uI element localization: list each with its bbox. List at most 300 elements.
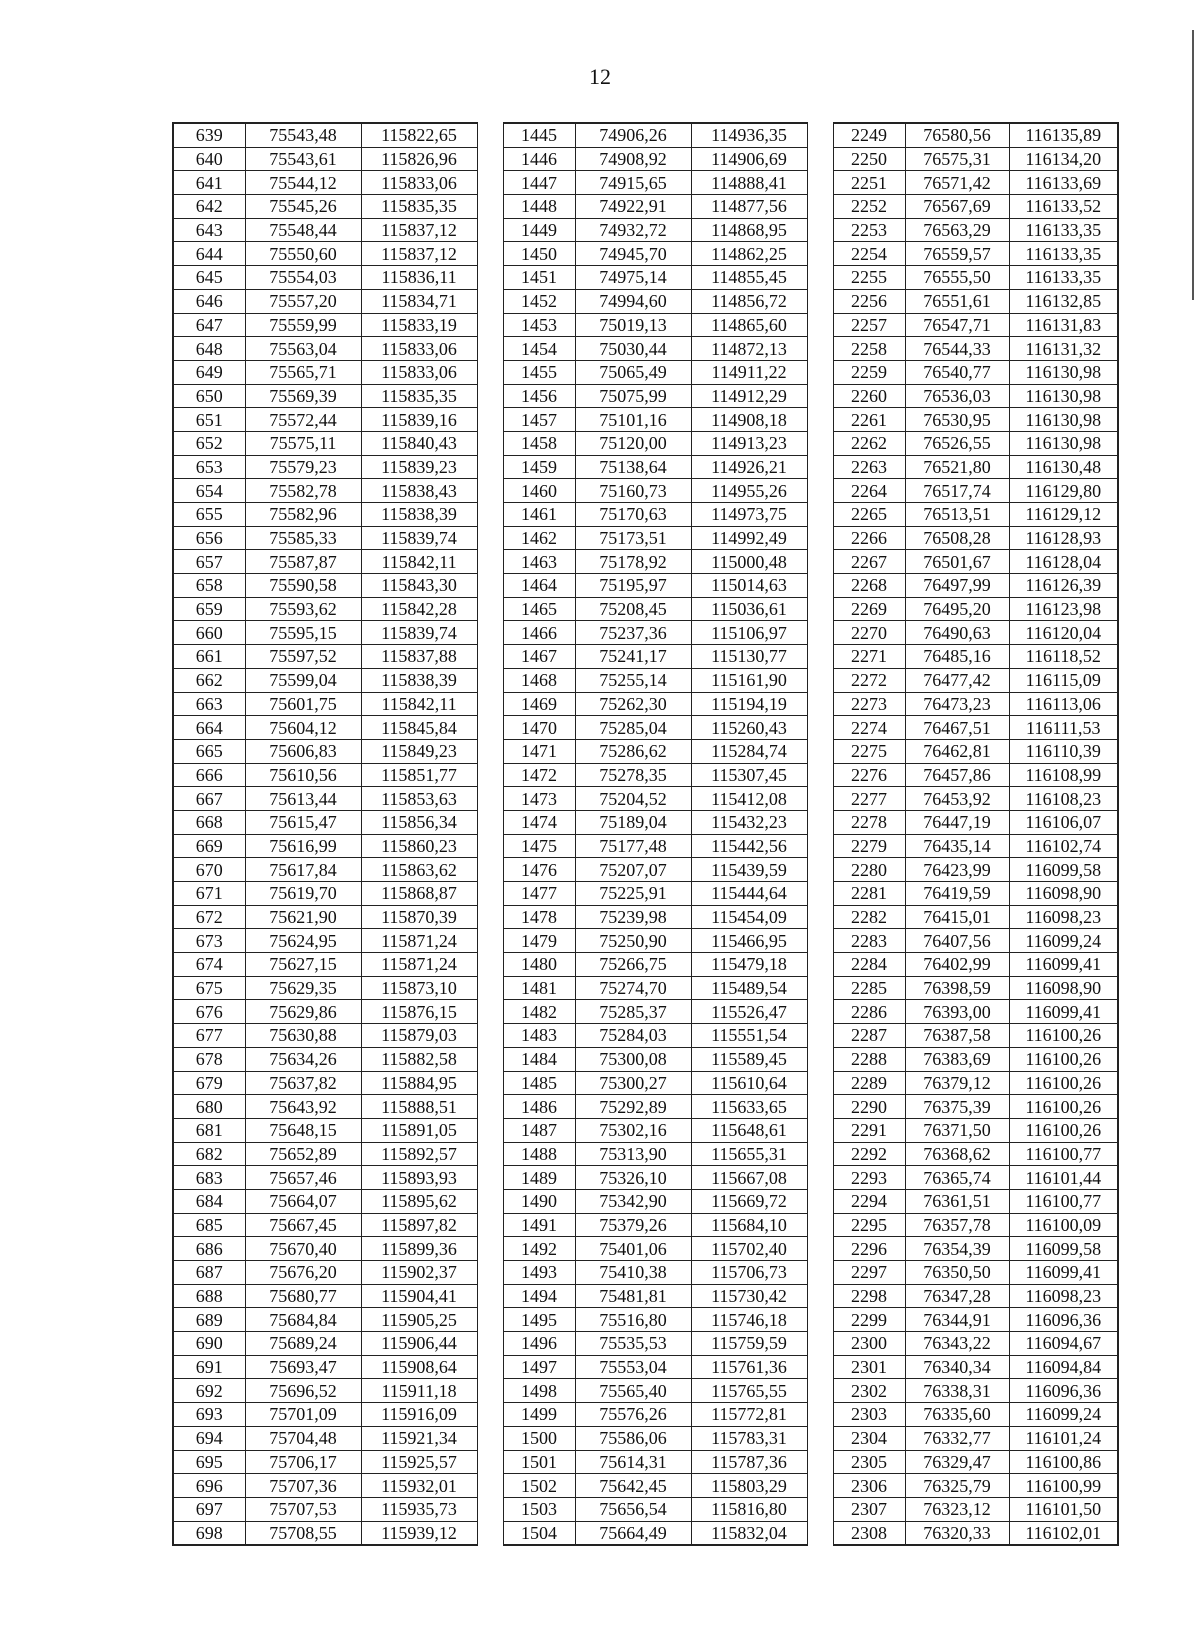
column-gap [807,337,833,361]
column-gap [477,171,503,195]
point-number-cell: 695 [173,1450,245,1474]
y-coordinate-cell: 115842,28 [361,597,477,621]
table-row [173,739,1118,763]
x-coordinate-cell: 76526,55 [905,431,1009,455]
x-coordinate-cell: 76521,80 [905,455,1009,479]
y-coordinate-cell: 114872,13 [691,337,807,361]
point-number-cell: 649 [173,360,245,384]
column-gap [807,479,833,503]
y-coordinate-cell: 116094,67 [1009,1332,1118,1356]
column-gap [477,858,503,882]
point-number-cell: 2282 [833,905,905,929]
y-coordinate-cell: 115891,05 [361,1118,477,1142]
column-gap [807,858,833,882]
y-coordinate-cell: 116118,52 [1009,645,1118,669]
point-number-cell: 681 [173,1118,245,1142]
y-coordinate-cell: 115906,44 [361,1332,477,1356]
column-gap [807,1355,833,1379]
point-number-cell: 662 [173,668,245,692]
x-coordinate-cell: 75300,27 [575,1071,691,1095]
y-coordinate-cell: 115036,61 [691,597,807,621]
y-coordinate-cell: 116098,23 [1009,905,1118,929]
y-coordinate-cell: 115466,95 [691,929,807,953]
y-coordinate-cell: 116126,39 [1009,574,1118,598]
x-coordinate-cell: 75599,04 [245,668,361,692]
point-number-cell: 1504 [503,1521,575,1545]
table-row [173,218,1118,242]
point-number-cell: 2251 [833,171,905,195]
point-number-cell: 665 [173,739,245,763]
point-number-cell: 692 [173,1379,245,1403]
y-coordinate-cell: 116100,26 [1009,1047,1118,1071]
point-number-cell: 1451 [503,266,575,290]
column-gap [807,574,833,598]
point-number-cell: 667 [173,787,245,811]
point-number-cell: 2285 [833,976,905,1000]
y-coordinate-cell: 115870,39 [361,905,477,929]
table-row [173,384,1118,408]
point-number-cell: 1469 [503,692,575,716]
y-coordinate-cell: 116099,41 [1009,1000,1118,1024]
column-gap [807,1379,833,1403]
point-number-cell: 674 [173,953,245,977]
y-coordinate-cell: 115836,11 [361,266,477,290]
column-gap [477,1332,503,1356]
y-coordinate-cell: 115845,84 [361,716,477,740]
point-number-cell: 1478 [503,905,575,929]
y-coordinate-cell: 115106,97 [691,621,807,645]
x-coordinate-cell: 75225,91 [575,882,691,906]
point-number-cell: 2308 [833,1521,905,1545]
column-gap [477,1166,503,1190]
column-gap [807,1261,833,1285]
column-gap [807,1000,833,1024]
x-coordinate-cell: 75548,44 [245,218,361,242]
table-row [173,1095,1118,1119]
x-coordinate-cell: 75582,78 [245,479,361,503]
column-gap [807,1071,833,1095]
point-number-cell: 675 [173,976,245,1000]
column-gap [807,1474,833,1498]
column-gap [807,1332,833,1356]
table-row [173,1284,1118,1308]
x-coordinate-cell: 76540,77 [905,360,1009,384]
point-number-cell: 2286 [833,1000,905,1024]
y-coordinate-cell: 115454,09 [691,905,807,929]
y-coordinate-cell: 116102,74 [1009,834,1118,858]
column-gap [807,1237,833,1261]
x-coordinate-cell: 75019,13 [575,313,691,337]
column-gap [807,1284,833,1308]
x-coordinate-cell: 75619,70 [245,882,361,906]
x-coordinate-cell: 75704,48 [245,1426,361,1450]
point-number-cell: 666 [173,763,245,787]
y-coordinate-cell: 116123,98 [1009,597,1118,621]
x-coordinate-cell: 74922,91 [575,195,691,219]
column-gap [807,1497,833,1521]
x-coordinate-cell: 75707,36 [245,1474,361,1498]
y-coordinate-cell: 115851,77 [361,763,477,787]
table-row [173,171,1118,195]
column-gap [477,408,503,432]
point-number-cell: 1501 [503,1450,575,1474]
point-number-cell: 1476 [503,858,575,882]
x-coordinate-cell: 74994,60 [575,289,691,313]
table-row [173,1213,1118,1237]
table-row [173,550,1118,574]
point-number-cell: 2295 [833,1213,905,1237]
table-row [173,597,1118,621]
point-number-cell: 682 [173,1142,245,1166]
y-coordinate-cell: 115838,43 [361,479,477,503]
y-coordinate-cell: 116096,36 [1009,1379,1118,1403]
column-gap [807,289,833,313]
x-coordinate-cell: 74908,92 [575,147,691,171]
x-coordinate-cell: 75300,08 [575,1047,691,1071]
point-number-cell: 1500 [503,1426,575,1450]
x-coordinate-cell: 75627,15 [245,953,361,977]
y-coordinate-cell: 115856,34 [361,810,477,834]
point-number-cell: 1490 [503,1189,575,1213]
point-number-cell: 2249 [833,123,905,147]
column-gap [807,929,833,953]
x-coordinate-cell: 75241,17 [575,645,691,669]
point-number-cell: 2263 [833,455,905,479]
table-row [173,692,1118,716]
table-row [173,1261,1118,1285]
y-coordinate-cell: 115902,37 [361,1261,477,1285]
point-number-cell: 1480 [503,953,575,977]
x-coordinate-cell: 75696,52 [245,1379,361,1403]
y-coordinate-cell: 115871,24 [361,929,477,953]
table-row [173,195,1118,219]
x-coordinate-cell: 75326,10 [575,1166,691,1190]
point-number-cell: 1449 [503,218,575,242]
point-number-cell: 680 [173,1095,245,1119]
x-coordinate-cell: 75630,88 [245,1024,361,1048]
point-number-cell: 2255 [833,266,905,290]
y-coordinate-cell: 115839,74 [361,526,477,550]
column-gap [477,313,503,337]
point-number-cell: 2303 [833,1403,905,1427]
x-coordinate-cell: 75693,47 [245,1355,361,1379]
x-coordinate-cell: 75559,99 [245,313,361,337]
y-coordinate-cell: 116111,53 [1009,716,1118,740]
x-coordinate-cell: 76490,63 [905,621,1009,645]
y-coordinate-cell: 116100,86 [1009,1450,1118,1474]
y-coordinate-cell: 115444,64 [691,882,807,906]
point-number-cell: 684 [173,1189,245,1213]
y-coordinate-cell: 115826,96 [361,147,477,171]
table-row [173,1000,1118,1024]
x-coordinate-cell: 76462,81 [905,739,1009,763]
table-row [173,1379,1118,1403]
column-gap [477,905,503,929]
y-coordinate-cell: 116132,85 [1009,289,1118,313]
point-number-cell: 698 [173,1521,245,1545]
table-row [173,1474,1118,1498]
point-number-cell: 1485 [503,1071,575,1095]
point-number-cell: 687 [173,1261,245,1285]
y-coordinate-cell: 116133,69 [1009,171,1118,195]
x-coordinate-cell: 75543,48 [245,123,361,147]
x-coordinate-cell: 75207,07 [575,858,691,882]
y-coordinate-cell: 116099,41 [1009,953,1118,977]
column-gap [477,1426,503,1450]
x-coordinate-cell: 75617,84 [245,858,361,882]
column-gap [477,668,503,692]
y-coordinate-cell: 116130,98 [1009,431,1118,455]
y-coordinate-cell: 115853,63 [361,787,477,811]
point-number-cell: 685 [173,1213,245,1237]
column-gap [477,1000,503,1024]
column-gap [477,455,503,479]
column-gap [807,976,833,1000]
x-coordinate-cell: 75204,52 [575,787,691,811]
point-number-cell: 1448 [503,195,575,219]
point-number-cell: 2250 [833,147,905,171]
point-number-cell: 2261 [833,408,905,432]
x-coordinate-cell: 75554,03 [245,266,361,290]
table-row [173,1071,1118,1095]
x-coordinate-cell: 75652,89 [245,1142,361,1166]
coordinates-table-body [173,123,1118,1545]
y-coordinate-cell: 116099,58 [1009,858,1118,882]
y-coordinate-cell: 114955,26 [691,479,807,503]
x-coordinate-cell: 75634,26 [245,1047,361,1071]
column-gap [477,337,503,361]
column-gap [477,1189,503,1213]
table-row [173,716,1118,740]
table-row [173,645,1118,669]
x-coordinate-cell: 76415,01 [905,905,1009,929]
point-number-cell: 1495 [503,1308,575,1332]
point-number-cell: 642 [173,195,245,219]
y-coordinate-cell: 115839,16 [361,408,477,432]
y-coordinate-cell: 116113,06 [1009,692,1118,716]
column-gap [477,360,503,384]
x-coordinate-cell: 74906,26 [575,123,691,147]
column-gap [807,313,833,337]
table-row [173,1497,1118,1521]
x-coordinate-cell: 75101,16 [575,408,691,432]
y-coordinate-cell: 115684,10 [691,1213,807,1237]
point-number-cell: 2292 [833,1142,905,1166]
y-coordinate-cell: 115842,11 [361,550,477,574]
y-coordinate-cell: 116100,99 [1009,1474,1118,1498]
y-coordinate-cell: 114856,72 [691,289,807,313]
y-coordinate-cell: 116106,07 [1009,810,1118,834]
x-coordinate-cell: 76383,69 [905,1047,1009,1071]
table-row [173,976,1118,1000]
table-row [173,621,1118,645]
y-coordinate-cell: 115843,30 [361,574,477,598]
point-number-cell: 1491 [503,1213,575,1237]
x-coordinate-cell: 75606,83 [245,739,361,763]
column-gap [477,1497,503,1521]
point-number-cell: 688 [173,1284,245,1308]
point-number-cell: 641 [173,171,245,195]
y-coordinate-cell: 115787,36 [691,1450,807,1474]
x-coordinate-cell: 75670,40 [245,1237,361,1261]
point-number-cell: 655 [173,503,245,527]
y-coordinate-cell: 116098,23 [1009,1284,1118,1308]
point-number-cell: 2281 [833,882,905,906]
y-coordinate-cell: 115284,74 [691,739,807,763]
x-coordinate-cell: 75550,60 [245,242,361,266]
x-coordinate-cell: 76361,51 [905,1189,1009,1213]
point-number-cell: 653 [173,455,245,479]
column-gap [477,929,503,953]
x-coordinate-cell: 75664,49 [575,1521,691,1545]
table-row [173,1403,1118,1427]
point-number-cell: 1470 [503,716,575,740]
table-row [173,1237,1118,1261]
x-coordinate-cell: 75557,20 [245,289,361,313]
point-number-cell: 2304 [833,1426,905,1450]
column-gap [477,1071,503,1095]
x-coordinate-cell: 75615,47 [245,810,361,834]
table-row [173,1118,1118,1142]
table-row [173,929,1118,953]
x-coordinate-cell: 76453,92 [905,787,1009,811]
y-coordinate-cell: 115860,23 [361,834,477,858]
x-coordinate-cell: 75587,87 [245,550,361,574]
x-coordinate-cell: 75676,20 [245,1261,361,1285]
column-gap [807,905,833,929]
x-coordinate-cell: 75342,90 [575,1189,691,1213]
point-number-cell: 1465 [503,597,575,621]
y-coordinate-cell: 115849,23 [361,739,477,763]
y-coordinate-cell: 116108,23 [1009,787,1118,811]
point-number-cell: 1475 [503,834,575,858]
point-number-cell: 2302 [833,1379,905,1403]
point-number-cell: 659 [173,597,245,621]
column-gap [477,787,503,811]
column-gap [807,503,833,527]
x-coordinate-cell: 75586,06 [575,1426,691,1450]
y-coordinate-cell: 114913,23 [691,431,807,455]
y-coordinate-cell: 115916,09 [361,1403,477,1427]
x-coordinate-cell: 75657,46 [245,1166,361,1190]
point-number-cell: 1482 [503,1000,575,1024]
x-coordinate-cell: 76571,42 [905,171,1009,195]
column-gap [477,621,503,645]
x-coordinate-cell: 75266,75 [575,953,691,977]
point-number-cell: 2279 [833,834,905,858]
column-gap [477,289,503,313]
x-coordinate-cell: 75664,07 [245,1189,361,1213]
column-gap [477,1355,503,1379]
x-coordinate-cell: 76497,99 [905,574,1009,598]
x-coordinate-cell: 75255,14 [575,668,691,692]
x-coordinate-cell: 74975,14 [575,266,691,290]
y-coordinate-cell: 115633,65 [691,1095,807,1119]
x-coordinate-cell: 76393,00 [905,1000,1009,1024]
scan-edge-line [1192,30,1194,300]
table-row [173,905,1118,929]
y-coordinate-cell: 116130,98 [1009,408,1118,432]
point-number-cell: 696 [173,1474,245,1498]
table-row [173,313,1118,337]
table-row [173,858,1118,882]
x-coordinate-cell: 75173,51 [575,526,691,550]
table-row [173,289,1118,313]
y-coordinate-cell: 114908,18 [691,408,807,432]
x-coordinate-cell: 76350,50 [905,1261,1009,1285]
y-coordinate-cell: 115772,81 [691,1403,807,1427]
point-number-cell: 1461 [503,503,575,527]
x-coordinate-cell: 76354,39 [905,1237,1009,1261]
column-gap [477,1474,503,1498]
coordinates-table [172,122,1119,1546]
x-coordinate-cell: 75545,26 [245,195,361,219]
y-coordinate-cell: 116131,83 [1009,313,1118,337]
y-coordinate-cell: 116100,77 [1009,1142,1118,1166]
x-coordinate-cell: 75286,62 [575,739,691,763]
y-coordinate-cell: 115307,45 [691,763,807,787]
point-number-cell: 1486 [503,1095,575,1119]
column-gap [807,621,833,645]
y-coordinate-cell: 116128,93 [1009,526,1118,550]
column-gap [477,479,503,503]
point-number-cell: 663 [173,692,245,716]
y-coordinate-cell: 115702,40 [691,1237,807,1261]
y-coordinate-cell: 115837,12 [361,242,477,266]
column-gap [477,1047,503,1071]
point-number-cell: 2278 [833,810,905,834]
x-coordinate-cell: 75237,36 [575,621,691,645]
column-gap [807,171,833,195]
x-coordinate-cell: 75543,61 [245,147,361,171]
y-coordinate-cell: 115783,31 [691,1426,807,1450]
x-coordinate-cell: 76387,58 [905,1024,1009,1048]
y-coordinate-cell: 116129,12 [1009,503,1118,527]
column-gap [807,953,833,977]
column-gap [477,147,503,171]
point-number-cell: 2253 [833,218,905,242]
x-coordinate-cell: 75624,95 [245,929,361,953]
y-coordinate-cell: 115669,72 [691,1189,807,1213]
column-gap [477,716,503,740]
column-gap [807,834,833,858]
point-number-cell: 1497 [503,1355,575,1379]
x-coordinate-cell: 75629,86 [245,1000,361,1024]
table-row [173,1332,1118,1356]
x-coordinate-cell: 76423,99 [905,858,1009,882]
point-number-cell: 1473 [503,787,575,811]
y-coordinate-cell: 115833,19 [361,313,477,337]
x-coordinate-cell: 75565,71 [245,360,361,384]
y-coordinate-cell: 115838,39 [361,668,477,692]
y-coordinate-cell: 114992,49 [691,526,807,550]
column-gap [477,1095,503,1119]
y-coordinate-cell: 116100,26 [1009,1071,1118,1095]
x-coordinate-cell: 75250,90 [575,929,691,953]
y-coordinate-cell: 115832,04 [691,1521,807,1545]
y-coordinate-cell: 115873,10 [361,976,477,1000]
point-number-cell: 693 [173,1403,245,1427]
y-coordinate-cell: 116133,35 [1009,242,1118,266]
x-coordinate-cell: 76467,51 [905,716,1009,740]
point-number-cell: 2275 [833,739,905,763]
y-coordinate-cell: 115706,73 [691,1261,807,1285]
y-coordinate-cell: 115838,39 [361,503,477,527]
point-number-cell: 2259 [833,360,905,384]
table-row [173,882,1118,906]
y-coordinate-cell: 115882,58 [361,1047,477,1071]
table-row [173,266,1118,290]
